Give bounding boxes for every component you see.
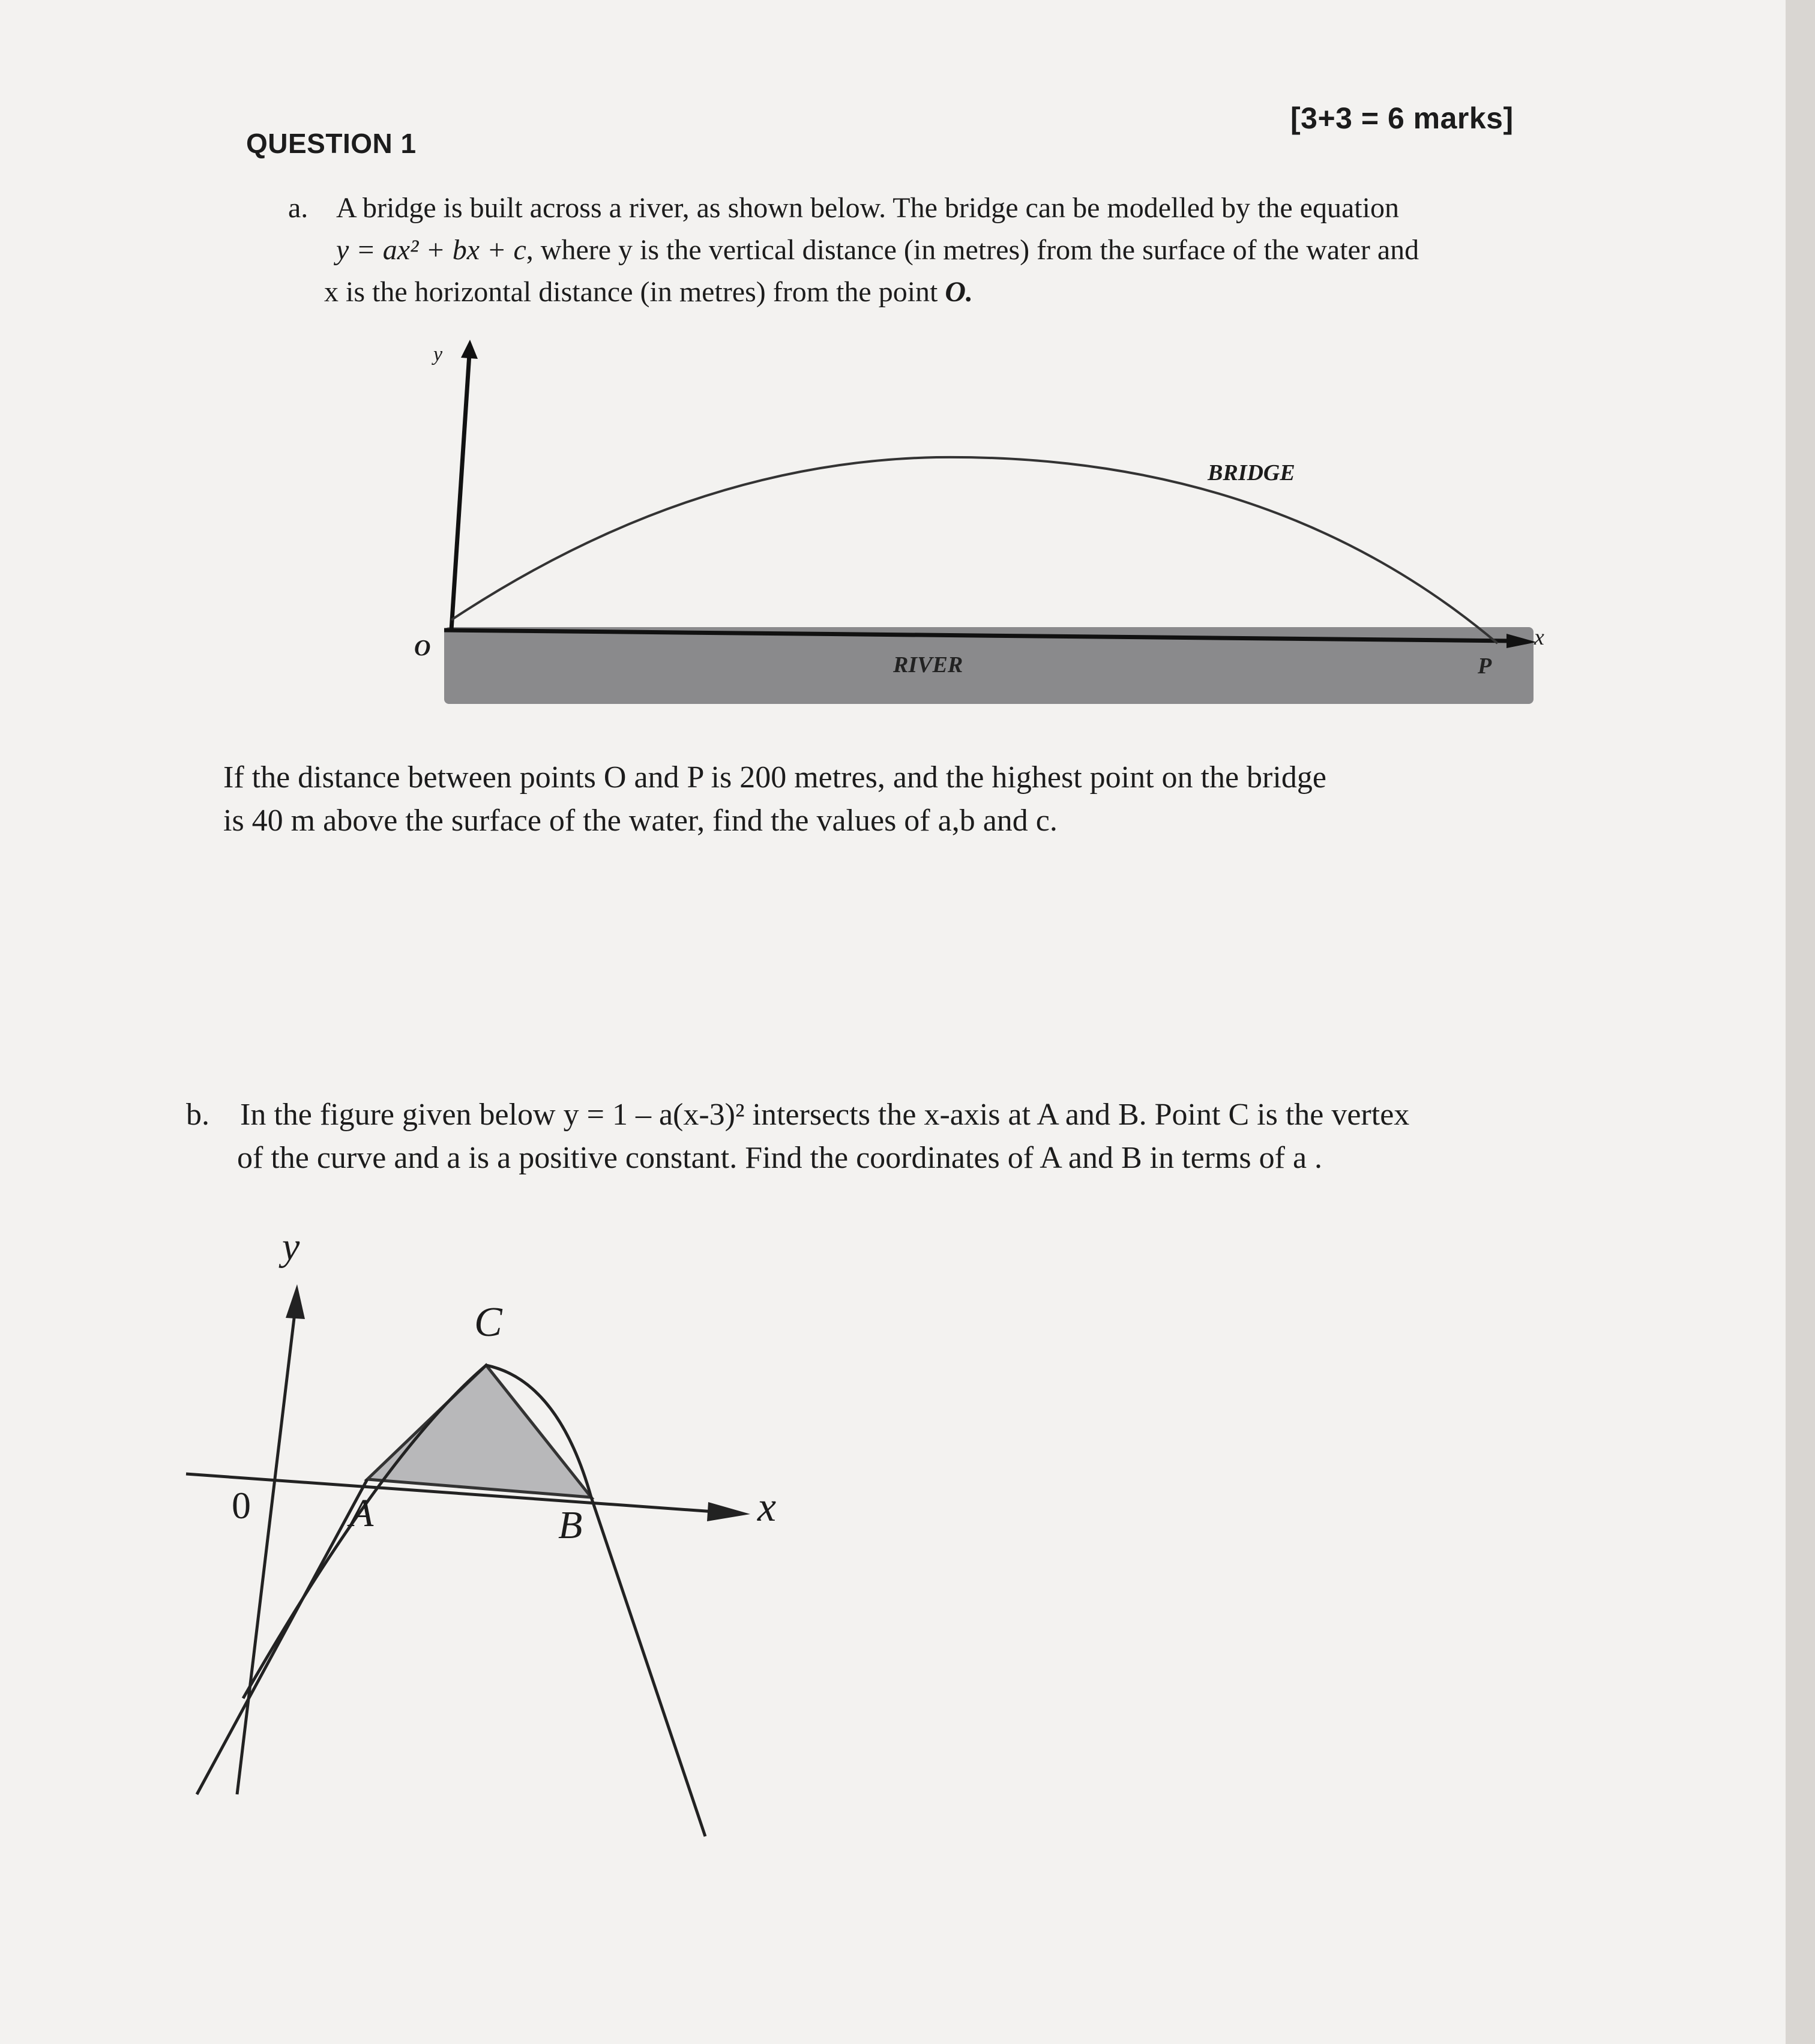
bridge-label: BRIDGE [1208, 460, 1295, 485]
part-a-line-1: A bridge is built across a river, as shown below. The bridge can be modelled by the equation [336, 192, 1399, 224]
origin-label: O [414, 636, 431, 661]
bridge-equation: y = ax² + bx + c [336, 234, 526, 266]
question-title: QUESTION 1 [246, 128, 417, 159]
river-label: RIVER [893, 652, 963, 678]
part-a-label: a. [288, 192, 309, 224]
point-b-label: B [558, 1503, 583, 1547]
point-a-label: A [349, 1491, 374, 1535]
parabola-y-arrowhead [286, 1284, 305, 1319]
parabola-x-axis-label: x [757, 1484, 777, 1530]
point-c-label: C [474, 1299, 502, 1345]
marks-label: [3+3 = 6 marks] [1290, 101, 1514, 135]
parabola-origin-label: 0 [232, 1484, 251, 1527]
parabola-x-arrowhead [707, 1502, 750, 1521]
tangent-line [197, 1479, 367, 1794]
origin-point-ref: O. [945, 276, 974, 308]
part-b-line-1: In the figure given below y = 1 – a(x-3)² intersects the x-axis at A and B. Point C is the vertex [240, 1098, 1410, 1132]
bridge-y-axis-label: y [433, 343, 443, 365]
parabola-y-axis-label: y [282, 1225, 300, 1269]
bridge-x-axis-label: x [1534, 625, 1544, 650]
shaded-triangle [367, 1365, 591, 1497]
part-a-line-3-text: x is the horizontal distance (in metres) from the point [324, 276, 938, 308]
point-p-label: P [1478, 654, 1492, 679]
part-a-question-line-2: is 40 m above the surface of the water, find the values of a,b and c. [223, 804, 1058, 838]
part-b-line-2: of the curve and a is a positive constant. Find the coordinates of A and B in terms of a . [237, 1141, 1323, 1175]
part-a-question-line-1: If the distance between points O and P is 200 metres, and the highest point on the bridge [223, 760, 1326, 795]
part-b-label: b. [186, 1098, 209, 1132]
parabola-y-axis [237, 1308, 295, 1794]
part-a-line-2-rest: , where y is the vertical distance (in metres) from the surface of the water and [526, 234, 1419, 266]
